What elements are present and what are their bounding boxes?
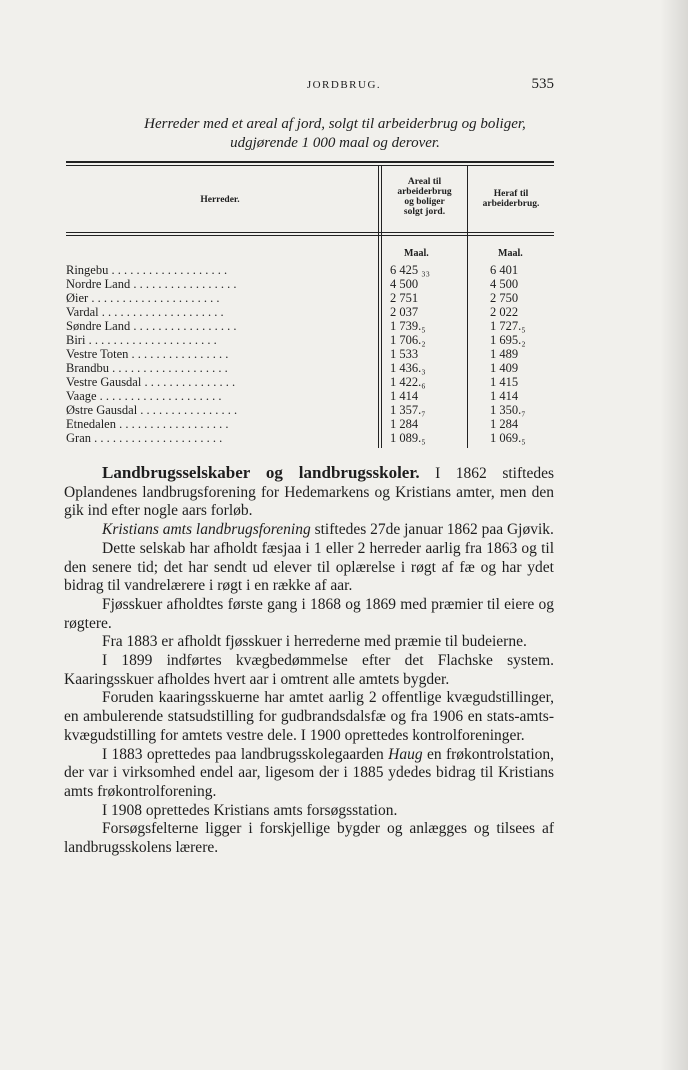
body-text — [64, 464, 554, 858]
row-areal: 1 284 — [390, 417, 419, 431]
paragraph: Landbrugsselskaber og landbrugsskoler. I 1862 stiftedes Oplandenes landbrugsforening for Hedemarkens og Kristians amter, men den gik ind efter nogle aars forløb. — [64, 463, 554, 520]
paragraph: I 1883 oprettedes paa landbrugsskolegaarden Haug en frøkontrolstation, der var i virksomhed endel aar, ligesom der i 1885 ydedes bidrag til Kristians amts frøkontrolforening. — [64, 745, 555, 800]
paragraph: I 1899 indførtes kvægbedømmelse efter det Flachske system. Kaaringsskuer afholdes hvert aar i omtrent alle amtets bygder. — [64, 652, 554, 688]
row-name: Vestre Gausdal . . . . . . . . . . . . . . . — [66, 375, 236, 389]
unit-label-heraf: Maal. — [498, 248, 523, 259]
row-heraf: 1 350.₇ — [490, 403, 526, 417]
caption-line-1: Herreder med et areal af jord, solgt til arbeiderbrug og boliger, — [144, 116, 526, 132]
row-heraf: 1 284 — [490, 417, 519, 431]
section-heading: Landbrugsselskaber og landbrugsskoler. — [102, 463, 420, 482]
paragraph: Fjøsskuer afholdtes første gang i 1868 og 1869 med præmier til eiere og røgtere. — [64, 595, 554, 632]
row-areal: 6 425 ₃₃ — [390, 263, 430, 277]
row-heraf: 6 401 — [490, 263, 519, 277]
table-top-rule — [66, 161, 554, 163]
row-heraf: 1 695.₂ — [490, 333, 526, 347]
paragraph: Fra 1883 er afholdt fjøsskuer i herrederne med præmie til budeierne. — [102, 633, 527, 651]
row-name: Vestre Toten . . . . . . . . . . . . . . . . — [66, 347, 229, 361]
row-heraf: 1 409 — [490, 361, 519, 375]
row-name: Brandbu . . . . . . . . . . . . . . . . . . . — [66, 361, 228, 375]
caption-line-2: udgjørende 1 000 maal og derover. — [230, 135, 440, 151]
running-title: JORDBRUG. — [306, 79, 382, 91]
table-row — [66, 417, 554, 431]
row-areal: 1 706.₂ — [390, 333, 426, 347]
paragraph: Forsøgsfelterne ligger i forskjellige bygder og anlægges og tilsees af landbrugsskolens lærere. — [64, 820, 554, 857]
column-header-heraf: Heraf til arbeiderbrug. — [482, 189, 540, 209]
page-number: 535 — [531, 76, 554, 92]
row-heraf: 2 022 — [490, 305, 519, 319]
row-areal: 1 533 — [390, 347, 419, 361]
row-heraf: 1 489 — [490, 347, 519, 361]
table-header-rule-thin — [66, 235, 554, 236]
table-row — [66, 291, 554, 305]
row-heraf: 2 750 — [490, 291, 519, 305]
row-name: Østre Gausdal . . . . . . . . . . . . . . . . — [66, 403, 238, 417]
italic-term: Haug — [388, 745, 423, 763]
table-row — [66, 333, 554, 347]
row-name: Øier . . . . . . . . . . . . . . . . . . . . . — [66, 291, 220, 305]
paragraph: I 1908 oprettedes Kristians amts forsøgsstation. — [102, 801, 398, 819]
table-row — [66, 263, 554, 277]
table-row — [66, 305, 554, 319]
paragraph: Foruden kaaringsskuerne har amtet aarlig 2 offentlige kvægudstillinger, en ambulerende statsudstilling for gudbrandsdalsfæ og fra 1906 en stats-amts-kvægudstilling for amtets vestre dele. I 1900 oprettedes kontrolforeninger. — [64, 689, 554, 744]
row-areal: 2 037 — [390, 305, 419, 319]
page-edge-shadow — [660, 0, 688, 1070]
row-areal: 1 739.₅ — [390, 319, 426, 333]
row-heraf: 1 415 — [490, 375, 519, 389]
row-areal: 2 751 — [390, 291, 419, 305]
table-row — [66, 375, 554, 389]
row-areal: 1 436.₃ — [390, 361, 426, 375]
paragraph: Dette selskab har afholdt fæsjaa i 1 eller 2 herreder aarlig fra 1863 og til den senere tid; det har sendt ud elever til oplærelse i røgt af fæ og har ydet bidrag til vandrelærere i røgt i en række af aar. — [64, 539, 554, 595]
row-name: Gran . . . . . . . . . . . . . . . . . . . . . — [66, 431, 223, 445]
row-heraf: 1 414 — [490, 389, 519, 403]
row-areal: 1 357.₇ — [390, 403, 426, 417]
italic-term: Kristians amts landbrugsforening — [102, 521, 311, 539]
row-name: Etnedalen . . . . . . . . . . . . . . . . . . — [66, 417, 229, 431]
row-heraf: 4 500 — [490, 277, 519, 291]
column-header-areal: Areal til arbeiderbrug og boliger solgt jord. — [397, 177, 452, 217]
table-row — [66, 347, 554, 361]
row-name: Søndre Land . . . . . . . . . . . . . . . . . — [66, 319, 237, 333]
row-name: Vardal . . . . . . . . . . . . . . . . . . . . — [66, 305, 224, 319]
column-header-herreder: Herreder. — [200, 195, 240, 205]
row-name: Vaage . . . . . . . . . . . . . . . . . . . . — [66, 389, 222, 403]
unit-label-areal: Maal. — [404, 248, 429, 259]
row-name: Biri . . . . . . . . . . . . . . . . . . . . . — [66, 333, 217, 347]
row-name: Nordre Land . . . . . . . . . . . . . . . . . — [66, 277, 237, 291]
table-row — [66, 319, 554, 333]
row-areal: 1 414 — [390, 389, 419, 403]
row-heraf: 1 727.₅ — [490, 319, 526, 333]
row-areal: 1 089.₅ — [390, 431, 426, 445]
table-row — [66, 431, 554, 445]
table-row — [66, 361, 554, 375]
row-name: Ringebu . . . . . . . . . . . . . . . . . . . — [66, 263, 228, 277]
table-top-rule-thin — [66, 165, 554, 166]
row-areal: 4 500 — [390, 277, 419, 291]
table-row — [66, 403, 554, 417]
table-caption — [60, 115, 610, 153]
table-row — [66, 389, 554, 403]
table-row — [66, 277, 554, 291]
row-heraf: 1 069.₅ — [490, 431, 526, 445]
paragraph: Kristians amts landbrugsforening stiftedes 27de januar 1862 paa Gjøvik. — [102, 521, 554, 539]
row-areal: 1 422.₆ — [390, 375, 426, 389]
table-header-rule — [66, 232, 554, 233]
